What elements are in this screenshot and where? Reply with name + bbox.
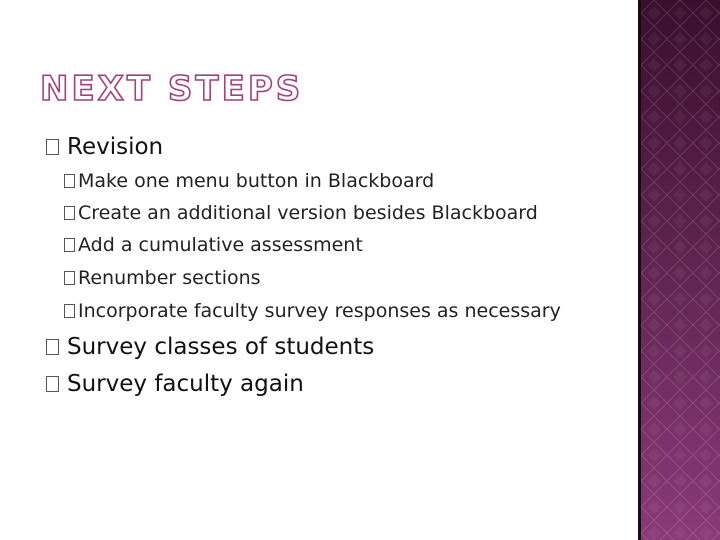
bullet-text: Revision	[67, 134, 164, 160]
bullet-text: Renumber sections	[78, 267, 261, 289]
bullet-square-icon	[64, 271, 75, 285]
bullet-text: Add a cumulative assessment	[78, 234, 363, 256]
bullet-text: Survey classes of students	[67, 334, 375, 360]
slide-title: NEXT STEPS	[40, 69, 304, 109]
bullet-square-icon	[64, 206, 75, 220]
bullet-text: Create an additional version besides Blackboard	[78, 202, 538, 224]
decorative-side-panel	[641, 0, 720, 540]
bullet-square-icon	[64, 238, 75, 252]
bullet-item	[46, 371, 304, 397]
bullet-square-icon	[46, 139, 59, 155]
bullet-text: Survey faculty again	[67, 371, 304, 397]
sub-bullet-item	[64, 202, 538, 224]
sub-bullet-item	[64, 234, 363, 256]
bullet-text: Make one menu button in Blackboard	[78, 170, 435, 192]
bullet-item	[46, 334, 374, 360]
bullet-item	[46, 134, 163, 160]
bullet-text: Incorporate faculty survey responses as necessary	[78, 300, 561, 322]
bullet-square-icon	[46, 339, 59, 355]
sub-bullet-item	[64, 267, 261, 289]
bullet-square-icon	[64, 174, 75, 188]
bullet-square-icon	[64, 304, 75, 318]
bullet-square-icon	[46, 376, 59, 392]
sub-bullet-item	[64, 300, 561, 322]
sub-bullet-item	[64, 170, 434, 192]
